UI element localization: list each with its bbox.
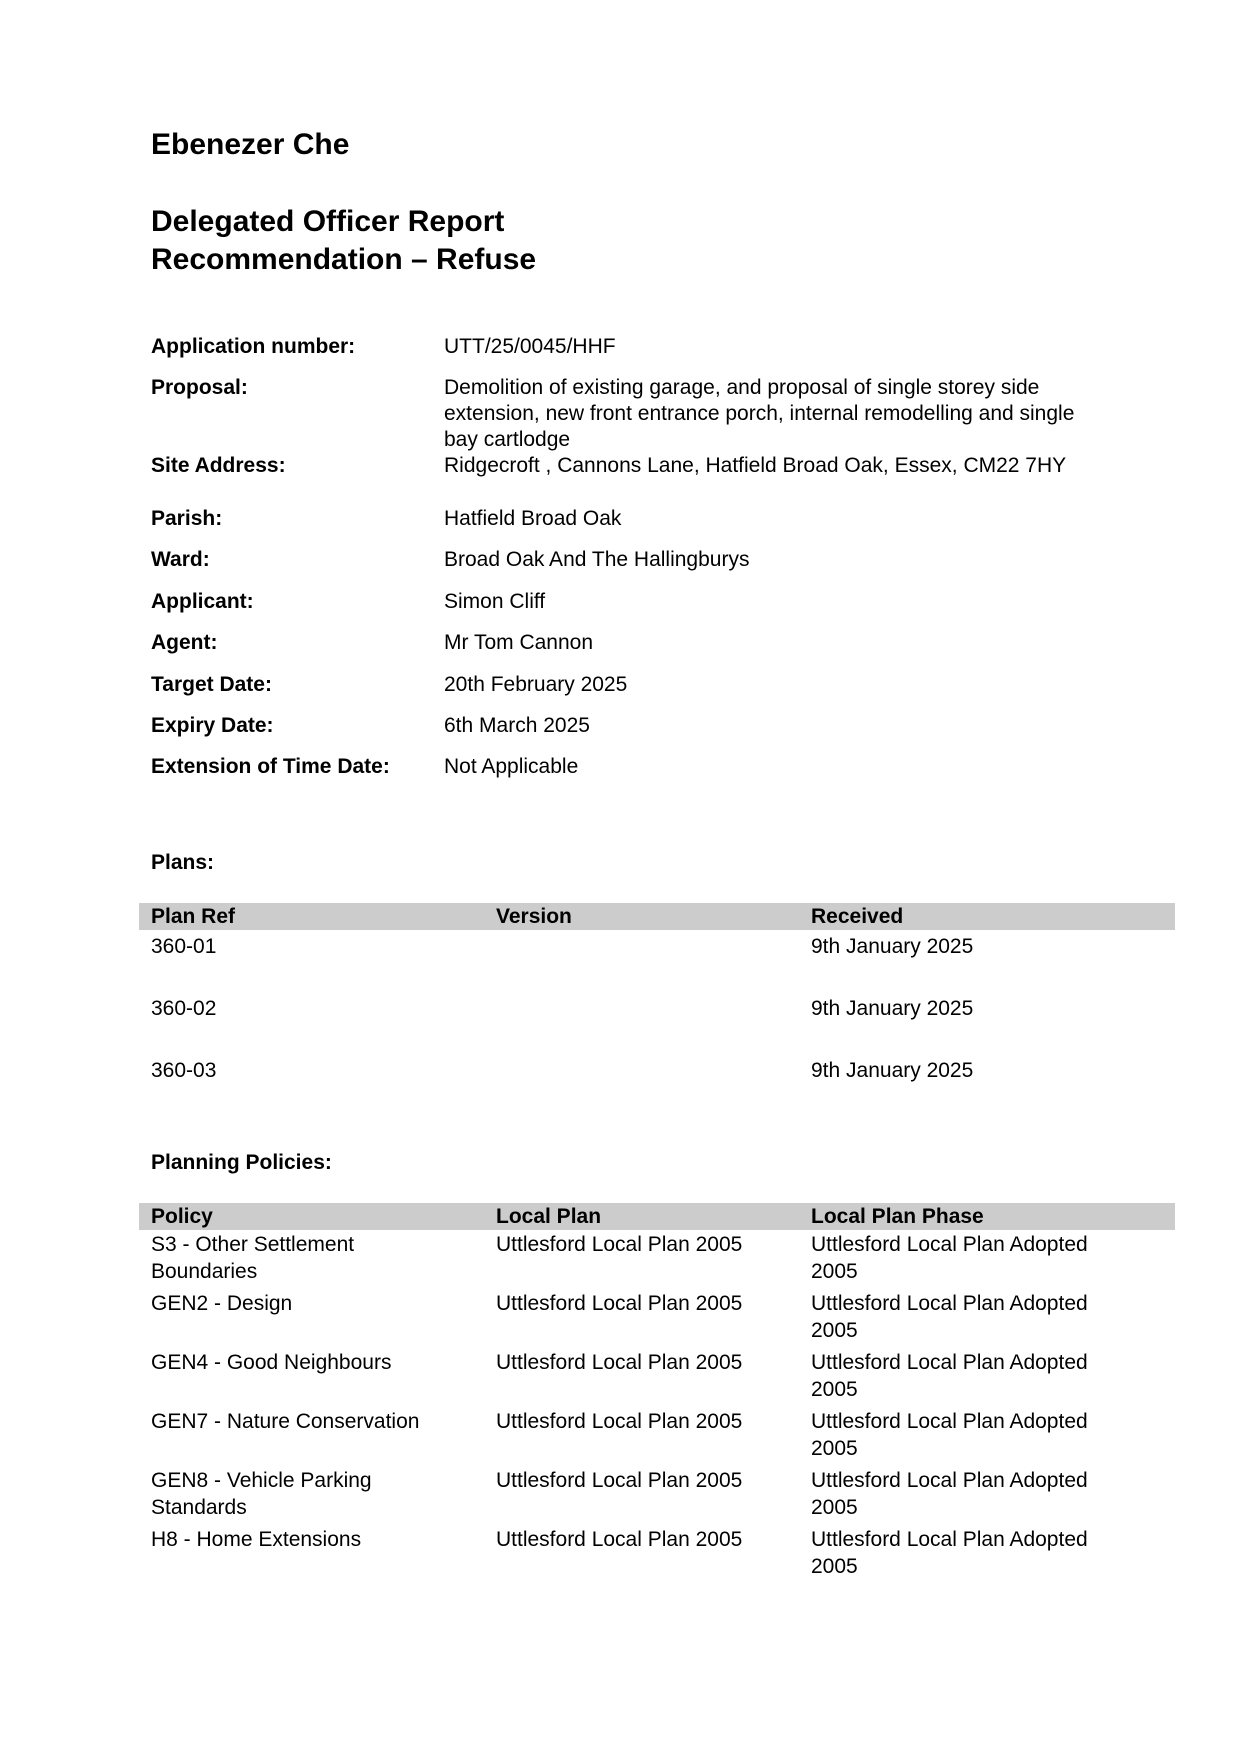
detail-label: Proposal:: [151, 376, 248, 399]
local-plan-cell: Uttlesford Local Plan 2005: [496, 1528, 743, 1551]
local-plan-cell: Uttlesford Local Plan 2005: [496, 1410, 743, 1433]
detail-value: Simon Cliff: [444, 590, 546, 613]
report-title-line-1: Delegated Officer Report: [151, 205, 505, 238]
detail-value: Hatfield Broad Oak: [444, 507, 622, 530]
report-title: [151, 203, 536, 279]
policy-cell: GEN2 - Design: [151, 1292, 293, 1315]
local-plan-phase-cell: Uttlesford Local Plan Adopted 2005: [811, 1233, 1088, 1283]
detail-value: Broad Oak And The Hallingburys: [444, 548, 750, 571]
detail-label: Applicant:: [151, 590, 254, 613]
policy-cell: S3 - Other Settlement Boundaries: [151, 1233, 355, 1283]
detail-label: Extension of Time Date:: [151, 755, 390, 778]
received-cell: 9th January 2025: [811, 1059, 974, 1082]
detail-value: 6th March 2025: [444, 714, 590, 737]
detail-value: UTT/25/0045/HHF: [444, 335, 616, 358]
policy-cell: GEN4 - Good Neighbours: [151, 1351, 392, 1374]
column-header-plan-ref: Plan Ref: [151, 905, 236, 928]
policy-cell: GEN8 - Vehicle Parking Standards: [151, 1469, 372, 1519]
local-plan-phase-cell: Uttlesford Local Plan Adopted 2005: [811, 1292, 1088, 1342]
column-header-policy: Policy: [151, 1205, 213, 1228]
policy-cell: GEN7 - Nature Conservation: [151, 1410, 420, 1433]
received-cell: 9th January 2025: [811, 935, 974, 958]
detail-label: Parish:: [151, 507, 223, 530]
detail-value: Mr Tom Cannon: [444, 631, 594, 654]
local-plan-phase-cell: Uttlesford Local Plan Adopted 2005: [811, 1528, 1088, 1578]
plans-table-header: [139, 903, 1175, 930]
column-header-local-plan-phase: Local Plan Phase: [811, 1205, 984, 1228]
local-plan-cell: Uttlesford Local Plan 2005: [496, 1233, 743, 1256]
detail-label: Agent:: [151, 631, 218, 654]
local-plan-cell: Uttlesford Local Plan 2005: [496, 1351, 743, 1374]
detail-value: Ridgecroft , Cannons Lane, Hatfield Broad Oak, Essex, CM22 7HY: [444, 454, 1067, 477]
plan-ref-cell: 360-02: [151, 997, 217, 1020]
local-plan-cell: Uttlesford Local Plan 2005: [496, 1469, 743, 1492]
detail-label: Ward:: [151, 548, 210, 571]
policies-table-header: [139, 1203, 1175, 1230]
local-plan-phase-cell: Uttlesford Local Plan Adopted 2005: [811, 1410, 1088, 1460]
local-plan-cell: Uttlesford Local Plan 2005: [496, 1292, 743, 1315]
column-header-local-plan: Local Plan: [496, 1205, 602, 1228]
policy-cell: H8 - Home Extensions: [151, 1528, 362, 1551]
detail-value: 20th February 2025: [444, 673, 628, 696]
received-cell: 9th January 2025: [811, 997, 974, 1020]
detail-label: Expiry Date:: [151, 714, 274, 737]
report-title-line-2: Recommendation – Refuse: [151, 243, 537, 276]
local-plan-phase-cell: Uttlesford Local Plan Adopted 2005: [811, 1469, 1088, 1519]
detail-label: Site Address:: [151, 454, 286, 477]
detail-label: Application number:: [151, 335, 356, 358]
planning-policies-heading: Planning Policies:: [151, 1151, 332, 1174]
plans-heading: Plans:: [151, 851, 215, 874]
detail-label: Target Date:: [151, 673, 272, 696]
plan-ref-cell: 360-01: [151, 935, 217, 958]
column-header-received: Received: [811, 905, 904, 928]
local-plan-phase-cell: Uttlesford Local Plan Adopted 2005: [811, 1351, 1088, 1401]
plan-ref-cell: 360-03: [151, 1059, 217, 1082]
detail-value: Not Applicable: [444, 755, 579, 778]
detail-value: Demolition of existing garage, and proposal of single storey side extension, new front entrance porch, internal remodelling and single bay cartlodge: [444, 376, 1075, 451]
column-header-version: Version: [496, 905, 572, 928]
report-author: Ebenezer Che: [151, 128, 350, 161]
